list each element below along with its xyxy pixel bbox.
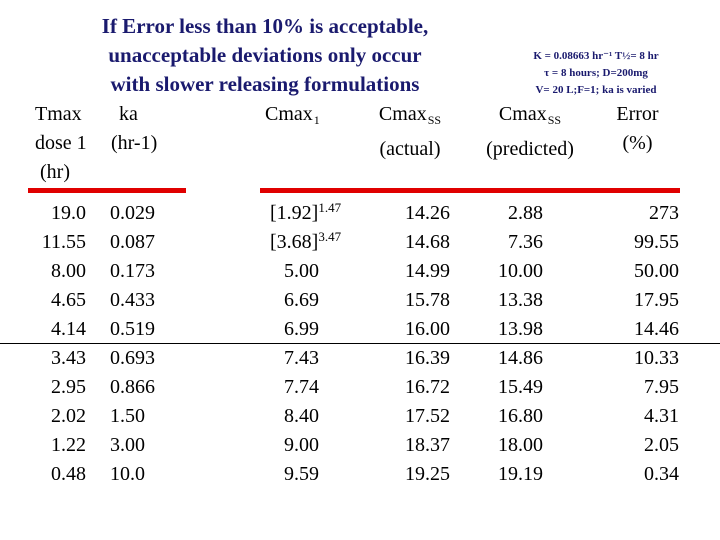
cell-cmax1-exponent: 1.47 — [318, 200, 342, 215]
cell-ka: 0.173 — [110, 260, 155, 282]
header-cmax1-sub: 1 — [313, 113, 320, 127]
cell-cmax1-value: 6.69 — [284, 289, 319, 311]
cell-pred: 16.80 — [498, 405, 543, 427]
cell-cmax1 — [270, 460, 370, 489]
header-tmax — [35, 100, 87, 187]
header-cmax1-main: Cmax — [265, 103, 313, 125]
red-separator-right — [260, 188, 680, 193]
cell-ka: 0.866 — [110, 376, 155, 398]
cell-cmax1 — [270, 286, 370, 315]
cell-actual: 14.26 — [405, 202, 450, 224]
cell-cmax1 — [270, 228, 370, 257]
cell-cmax1-value: 8.40 — [284, 405, 319, 427]
header-actual-sub: SS — [427, 113, 442, 127]
cell-pred: 10.00 — [498, 260, 543, 282]
cell-cmax1-value: 6.99 — [284, 318, 319, 340]
header-tmax-line-1: Tmax — [35, 103, 82, 125]
cell-cmax1-value: 7.74 — [284, 376, 319, 398]
header-cmax1 — [265, 100, 320, 135]
header-cmaxss-actual — [360, 100, 460, 164]
cell-ka: 1.50 — [110, 405, 145, 427]
cell-pred: 18.00 — [498, 434, 543, 456]
header-tmax-line-3: (hr) — [40, 161, 70, 183]
cell-cmax1 — [270, 373, 370, 402]
header-error-line-1: Error — [616, 103, 659, 125]
cell-tmax: 0.48 — [51, 463, 86, 485]
cell-pred: 15.49 — [498, 376, 543, 398]
cell-cmax1-value: 5.00 — [284, 260, 319, 282]
cell-cmax1 — [270, 257, 370, 286]
cell-actual: 16.00 — [405, 318, 450, 340]
cell-error: 50.00 — [634, 260, 679, 282]
cell-tmax: 1.22 — [51, 434, 86, 456]
cell-actual: 18.37 — [405, 434, 450, 456]
cell-tmax: 2.95 — [51, 376, 86, 398]
cell-error: 4.31 — [644, 405, 679, 427]
header-pred-main: Cmax — [498, 103, 547, 125]
column-cmax1 — [270, 199, 370, 489]
cell-ka: 3.00 — [110, 434, 145, 456]
cell-pred: 13.98 — [498, 318, 543, 340]
cell-pred: 14.86 — [498, 347, 543, 369]
cell-actual: 14.99 — [405, 260, 450, 282]
column-cmaxss-actual — [380, 199, 450, 489]
header-pred-note: (predicted) — [486, 138, 574, 160]
cell-tmax: 8.00 — [51, 260, 86, 282]
cell-cmax1 — [270, 199, 370, 228]
header-error-line-2: (%) — [622, 132, 653, 154]
cell-cmax1-value: 9.59 — [284, 463, 319, 485]
cell-actual: 16.72 — [405, 376, 450, 398]
cell-actual: 17.52 — [405, 405, 450, 427]
cell-actual: 14.68 — [405, 231, 450, 253]
cell-ka: 0.693 — [110, 347, 155, 369]
cell-tmax: 3.43 — [51, 347, 86, 369]
column-error — [600, 199, 679, 489]
title-line-2: unacceptable deviations only occur — [108, 43, 422, 67]
column-ka — [110, 199, 190, 489]
cell-pred: 7.36 — [508, 231, 543, 253]
cell-tmax: 4.65 — [51, 289, 86, 311]
cell-ka: 0.433 — [110, 289, 155, 311]
params-line-2: τ = 8 hours; D=200mg — [544, 67, 648, 79]
cell-error: 10.33 — [634, 347, 679, 369]
params-line-3: V= 20 L;F=1; ka is varied — [535, 84, 657, 96]
cell-pred: 13.38 — [498, 289, 543, 311]
cell-error: 14.46 — [634, 318, 679, 340]
column-tmax — [30, 199, 86, 489]
column-cmaxss-predicted — [480, 199, 543, 489]
cell-actual: 19.25 — [405, 463, 450, 485]
cell-cmax1-exponent: 3.47 — [318, 229, 342, 244]
cell-cmax1-value: [3.68] — [270, 231, 319, 253]
cell-tmax: 19.0 — [51, 202, 86, 224]
cell-actual: 16.39 — [405, 347, 450, 369]
header-tmax-line-2: dose 1 — [35, 132, 87, 154]
parameters-note — [472, 48, 720, 99]
cell-actual: 15.78 — [405, 289, 450, 311]
header-actual-main: Cmax — [378, 103, 427, 125]
cell-pred: 19.19 — [498, 463, 543, 485]
title-line-3: with slower releasing formulations — [110, 72, 420, 96]
title-line-1: If Error less than 10% is acceptable, — [101, 14, 429, 38]
slide-title — [60, 12, 470, 99]
cell-ka: 0.519 — [110, 318, 155, 340]
cell-cmax1 — [270, 344, 370, 373]
header-ka-line-2: (hr-1) — [111, 132, 158, 154]
cell-cmax1-value: 7.43 — [284, 347, 319, 369]
cell-pred: 2.88 — [508, 202, 543, 224]
header-ka-line-1: ka — [119, 103, 138, 125]
header-actual-note: (actual) — [379, 138, 441, 160]
red-separator-left — [28, 188, 186, 193]
cell-error: 99.55 — [634, 231, 679, 253]
header-error — [600, 100, 675, 158]
header-cmaxss-predicted — [470, 100, 590, 164]
cell-error: 7.95 — [644, 376, 679, 398]
header-ka — [111, 100, 157, 158]
cell-ka: 0.029 — [110, 202, 155, 224]
cell-ka: 0.087 — [110, 231, 155, 253]
cell-cmax1 — [270, 431, 370, 460]
cell-tmax: 2.02 — [51, 405, 86, 427]
cell-cmax1-value: [1.92] — [270, 202, 319, 224]
cell-error: 2.05 — [644, 434, 679, 456]
cell-cmax1 — [270, 315, 370, 344]
cell-cmax1 — [270, 402, 370, 431]
cell-cmax1-value: 9.00 — [284, 434, 319, 456]
header-pred-sub: SS — [547, 113, 562, 127]
cell-ka: 10.0 — [110, 463, 145, 485]
cell-error: 17.95 — [634, 289, 679, 311]
cell-error: 0.34 — [644, 463, 679, 485]
cell-tmax: 11.55 — [41, 231, 86, 253]
cell-tmax: 4.14 — [51, 318, 86, 340]
cell-error: 273 — [649, 202, 679, 224]
params-line-1: K = 0.08663 hr⁻¹ T½= 8 hr — [533, 50, 659, 62]
